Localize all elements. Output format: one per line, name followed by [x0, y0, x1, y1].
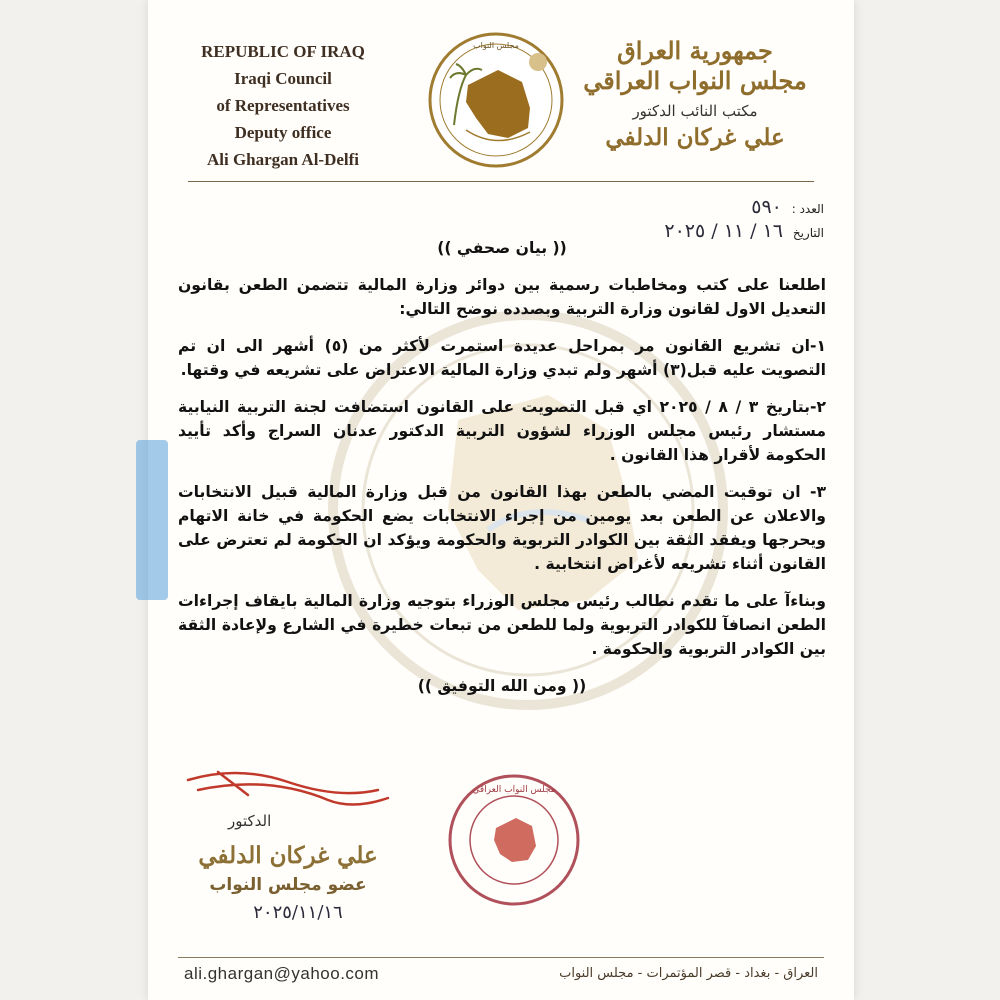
footer-divider: [178, 957, 824, 958]
statement-conclusion: وبناءآ على ما تقدم نطالب رئيس مجلس الوزراء بتوجيه وزارة المالية بايقاف إجراءات الطعن انصافآ للكوادر التربوية ولما للطعن من تبعات خطيرة في الشارع ولإعادة الثقة بين الكوادر التربوية والحكومة .: [178, 592, 826, 658]
letterhead-deputy-name: Ali Ghargan Al-Delfi: [206, 150, 360, 169]
statement-body: [178, 236, 826, 711]
statement-point-2: ٢-بتاريخ ٣ / ٨ / ٢٠٢٥ اي قبل التصويت على القانون استضافت لجنة التربية النيابية مستشار رئيس مجلس الوزراء لشؤون التربية الدكتور عدنان السراج وأكد تأييد الحكومة لأقرار هذا القانون .: [178, 398, 826, 464]
arabic-office: مكتب النائب الدكتور: [632, 102, 758, 120]
letter-sheet: [148, 0, 854, 1000]
arabic-country: جمهورية العراق: [617, 36, 773, 65]
reference-number-value: ٥٩٠: [751, 196, 782, 218]
letterhead-council-line2: of Representatives: [216, 96, 350, 115]
statement-intro: اطلعنا على كتب ومخاطبات رسمية بين دوائر وزارة المالية تتضمن الطعن بقانون التعديل الاول لقانون وزارة التربية وبصدده نوضح التالي:: [178, 276, 826, 318]
footer-address: العراق - بغداد - قصر المؤتمرات - مجلس النواب: [559, 966, 818, 981]
statement-point-1: ١-ان تشريع القانون مر بمراحل عديدة استمرت لأكثر من (٥) أشهر الى ان تم التصويت عليه قبل(٣) أشهر ولم تبدي وزارة المالية الاعتراض على تشريعه في وقتها.: [178, 337, 827, 379]
signature-date: ٢٠٢٥/١١/١٦: [253, 902, 343, 923]
footer-email: ali.ghargan@yahoo.com: [184, 964, 380, 983]
header-divider: [188, 181, 814, 182]
blue-overlay-mark: [136, 440, 168, 600]
reference-number-label: العدد :: [791, 202, 824, 216]
statement-point-3: ٣- ان توقيت المضي بالطعن بهذا القانون من قبل وزارة المالية قبيل الانتخابات والاعلان عن الطعن بعد يومين من إجراء الانتخابات يضع الحكومة في خانة الاتهام ويحرجها ويفقد الثقة بين الكوادر التربوية والحكومة ويؤكد ان الحكومة لم تعترض على القانون أثناء تشريعه لأغراض انتخابية .: [178, 483, 826, 573]
arabic-council: مجلس النواب العراقي: [583, 66, 807, 95]
arabic-letterhead: [570, 36, 820, 152]
reference-date-label: التاريخ: [792, 226, 824, 240]
letterhead-office: Deputy office: [234, 123, 332, 142]
english-letterhead: [178, 38, 388, 173]
official-stamp-icon: [444, 770, 584, 910]
letterhead-country: REPUBLIC OF IRAQ: [201, 42, 365, 61]
handwritten-signature-icon: [178, 760, 398, 820]
signature-block: [178, 760, 398, 930]
signature-title: الدكتور: [228, 812, 272, 830]
stamp-caption: مجلس النواب العراقي: [472, 785, 556, 795]
signature-role: عضو مجلس النواب: [209, 875, 367, 895]
signature-name: علي غركان الدلفي: [198, 842, 378, 869]
arabic-deputy-name: علي غركان الدلفي: [605, 124, 785, 151]
reference-number-row: [664, 196, 824, 220]
statement-title: (( بيان صحفي )): [437, 239, 567, 257]
reference-date-value: ١٦ / ١١ / ٢٠٢٥: [664, 220, 784, 242]
letterhead-council-line1: Iraqi Council: [234, 69, 332, 88]
logo-caption: مجلس النواب: [473, 41, 519, 50]
statement-closing: (( ومن الله التوفيق )): [417, 677, 587, 695]
council-logo-icon: [426, 30, 566, 170]
